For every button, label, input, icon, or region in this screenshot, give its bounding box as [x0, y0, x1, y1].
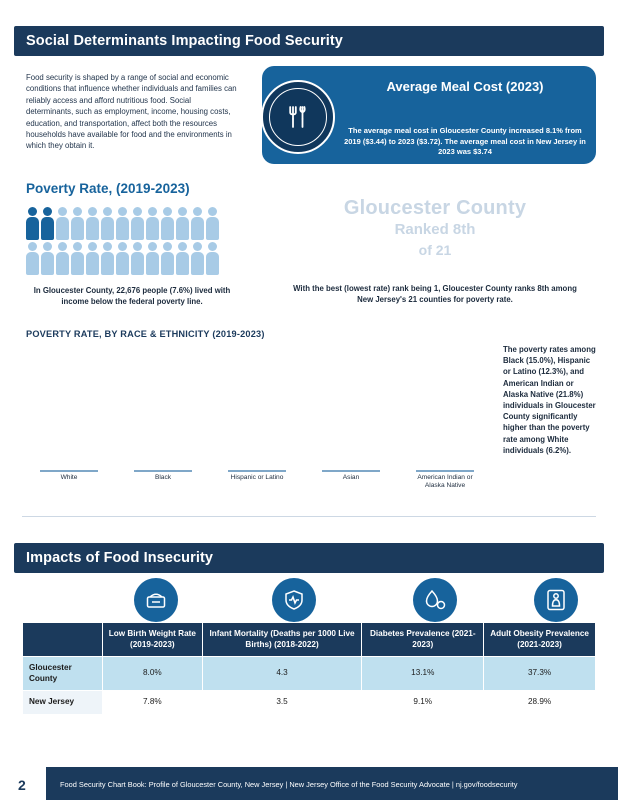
fork-knife-plate-icon	[261, 80, 335, 154]
chart-bars	[26, 349, 488, 481]
person-icon	[131, 242, 144, 275]
table-cell: 13.1%	[362, 657, 484, 691]
x-tick-label: Hispanic or Latino	[230, 474, 284, 481]
person-icon	[41, 242, 54, 275]
person-icon	[56, 207, 69, 240]
pictogram-row	[26, 207, 248, 240]
divider	[22, 516, 596, 517]
pictogram-row	[26, 242, 248, 275]
column-header: Adult Obesity Prevalence (2021-2023)	[484, 623, 596, 657]
table-row	[23, 657, 596, 691]
person-icon	[176, 242, 189, 275]
average-meal-cost-card	[262, 66, 596, 164]
poverty-rate-caption: In Gloucester County, 22,676 people (7.6%) lived with income below the federal poverty line.	[33, 286, 231, 307]
person-icon	[161, 207, 174, 240]
person-icon	[41, 207, 54, 240]
person-icon	[86, 207, 99, 240]
x-tick	[126, 470, 200, 490]
table-cell: 28.9%	[484, 691, 596, 715]
row-label: Gloucester County	[23, 657, 103, 691]
poverty-pictogram	[26, 207, 248, 277]
rank-county-label: Gloucester County	[343, 197, 527, 219]
person-icon	[131, 207, 144, 240]
person-icon	[71, 207, 84, 240]
person-icon	[206, 242, 219, 275]
blood-drop-icon	[413, 578, 457, 622]
race-ethnicity-bar-chart	[26, 344, 488, 490]
race-ethnicity-note: The poverty rates among Black (15.0%), Hispanic or Latino (12.3%), and American Indian or Alaska Native (21.8%) individuals in Gloucester County significantly higher than the poverty rate among White individuals (6.2%).	[503, 345, 596, 455]
obesity-person-icon	[534, 578, 578, 622]
x-tick	[32, 470, 106, 490]
county-rank-caption: With the best (lowest rate) rank being 1, Gloucester County ranks 8th among New Jersey's 21 counties for poverty rate.	[293, 284, 577, 305]
column-header: Diabetes Prevalence (2021-2023)	[362, 623, 484, 657]
table-row	[23, 691, 596, 715]
table-cell: 3.5	[202, 691, 362, 715]
person-icon	[116, 207, 129, 240]
table-cell: 4.3	[202, 657, 362, 691]
county-rank-block	[288, 196, 582, 260]
impacts-table	[22, 622, 596, 715]
rank-value-label: Ranked 8th	[394, 221, 476, 238]
person-icon	[71, 242, 84, 275]
x-tick-label: Black	[154, 474, 172, 481]
person-icon	[146, 242, 159, 275]
page-number: 2	[14, 777, 30, 793]
column-header: Low Birth Weight Rate (2019-2023)	[102, 623, 202, 657]
x-tick-label: White	[60, 474, 78, 481]
table-cell: 9.1%	[362, 691, 484, 715]
table-cell: 7.8%	[102, 691, 202, 715]
person-icon	[86, 242, 99, 275]
birth-weight-scale-icon	[134, 578, 178, 622]
person-icon	[26, 207, 39, 240]
x-tick	[408, 470, 482, 490]
person-icon	[191, 207, 204, 240]
person-icon	[56, 242, 69, 275]
x-tick	[220, 470, 294, 490]
table-cell: 8.0%	[102, 657, 202, 691]
person-icon	[146, 207, 159, 240]
x-tick-label: Asian	[342, 474, 360, 481]
person-icon	[26, 242, 39, 275]
person-icon	[101, 242, 114, 275]
footer-text: Food Security Chart Book: Profile of Gloucester County, New Jersey | New Jersey Office of the Food Security Advocate | nj.gov/foodsecurity	[60, 780, 518, 789]
rank-total-label: of 21	[418, 242, 452, 258]
person-icon	[176, 207, 189, 240]
heartbeat-shield-icon	[272, 578, 316, 622]
x-tick-label: American Indian or Alaska Native	[417, 474, 473, 489]
race-ethnicity-chart-title: POVERTY RATE, BY RACE & ETHNICITY (2019-2023)	[26, 329, 265, 339]
section-title: Social Determinants Impacting Food Security	[26, 33, 343, 49]
person-icon	[101, 207, 114, 240]
section-title: Impacts of Food Insecurity	[26, 550, 214, 566]
column-header: Infant Mortality (Deaths per 1000 Live Births) (2018-2022)	[202, 623, 362, 657]
intro-paragraph: Food security is shaped by a range of social and economic conditions that influence whether individuals and families can reliably access and afford nutritious food. Social determinants, such as employment, income, housing costs, education, and transportation, affect both the resources households have available for food and the environments in which they obtain it.	[26, 73, 237, 151]
section-header-impacts	[14, 543, 604, 573]
table-cell: 37.3%	[484, 657, 596, 691]
x-tick	[314, 470, 388, 490]
impact-icons-row	[22, 578, 596, 622]
person-icon	[206, 207, 219, 240]
person-icon	[191, 242, 204, 275]
section-header-social-determinants	[14, 26, 604, 56]
meal-cost-heading: Average Meal Cost (2023)	[386, 79, 544, 94]
person-icon	[161, 242, 174, 275]
column-header	[23, 623, 103, 657]
row-label: New Jersey	[23, 691, 103, 715]
chart-x-axis-ticks	[26, 470, 488, 490]
meal-cost-body: The average meal cost in Gloucester County increased 8.1% from 2019 ($3.44) to 2023 ($3.72). The average meal cost in New Jersey in 2023 was $3.74	[344, 126, 586, 156]
person-icon	[116, 242, 129, 275]
table-header-row	[23, 623, 596, 657]
poverty-rate-title: Poverty Rate, (2019-2023)	[26, 181, 190, 196]
